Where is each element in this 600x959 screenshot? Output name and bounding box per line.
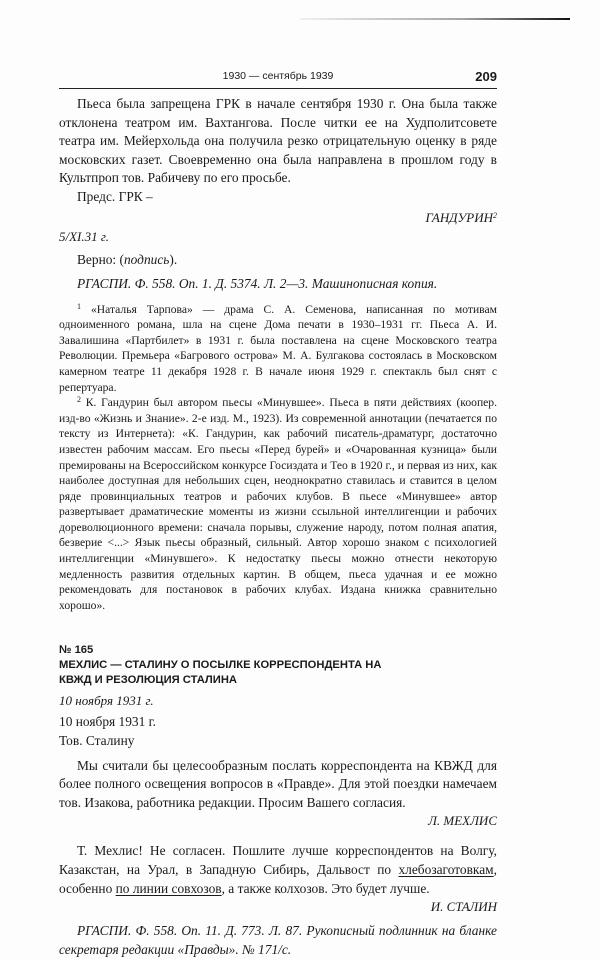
archive-reference: РГАСПИ. Ф. 558. Оп. 11. Д. 773. Л. 87. Рукописный подлинник на бланке секретаря редакции «Правды». № 171/с. <box>59 923 497 957</box>
footnote-mark: 1 <box>77 301 81 311</box>
archive-reference: РГАСПИ. Ф. 558. Оп. 1. Д. 5374. Л. 2—3. Машинописная копия. <box>77 276 438 292</box>
signature-gandurin <box>59 209 497 227</box>
footnote-ref: 2 <box>493 210 497 220</box>
letter-addressee: Тов. Сталину <box>59 733 135 749</box>
document-165-body <box>59 693 497 959</box>
signature-mekhlis: Л. МЕХЛИС <box>428 813 497 829</box>
footnote-2 <box>59 395 497 613</box>
letter-date: 10 ноября 1931 г. <box>59 714 156 730</box>
document-date-italic: 10 ноября 1931 г. <box>59 693 154 709</box>
footnote-1 <box>59 302 497 396</box>
chair-line: Предс. ГРК – <box>77 188 153 204</box>
underlined-text: хлебозаготовкам <box>398 862 494 877</box>
footnote-text: К. Гандурин был автором пьесы «Минувшее». Пьеса в пяти действиях (коопер. изд-во «Жизнь и Знание». 2-е изд. М., 1923). Из современной аннотации (печатается по тексту из Интернета): «К. Гандурин, как рабочий писатель-драматург, достаточно известен рабочим массам. Его пьесы «Перед бурей» и «Очарованная кузница» были премированы на Всероссийском конкурсе Госиздата и Тео в 1920 г., и первая из них, как наиболее доступная для небольших сцен, неоднократно ставилась и ставится в целом ряде провинциальных театров и рабочих клубов. В пьесе «Минувшее» автор развертывает драматические моменты из жизни ссыльной интеллигенции и рабочих дореволюционного времени: сначала порывы, служение народу, потом полная апатия, безверие <...> Язык пьесы образный, сильный. Автор хорошо знаком с психологией интеллигенции «Минувшего». К недостатку пьесы можно отнести некоторую медленность развития отдельных картин. В общем, пьеса удачная и ее можно рекомендовать для постановок в рабочих клубах. Издана книжка сравнительно хорошо». <box>59 396 497 612</box>
underlined-text: по линии совхозов <box>115 880 222 896</box>
resolution-text: , особенно <box>59 862 497 896</box>
document-title: МЕХЛИС — СТАЛИНУ О ПОСЫЛКЕ КОРРЕСПОНДЕНТА НА КВЖД И РЕЗОЛЮЦИЯ СТАЛИНА <box>59 659 382 687</box>
running-head <box>59 70 497 89</box>
verified-label: Верно: ( <box>77 251 124 267</box>
verified-line <box>59 251 497 270</box>
letter-text: Мы считали бы целесообразным послать корреспондента на КВЖД для более полного освещения вопросов в «Правде». Для этой поездки намечаем тов. Изакова, работника редакции. Просим Вашего согласия. <box>59 757 497 810</box>
stalin-resolution <box>59 842 497 898</box>
scan-artifact-line <box>300 18 570 20</box>
document-heading <box>59 643 497 688</box>
footnotes <box>59 302 497 614</box>
book-page <box>59 70 497 959</box>
running-head-title: 1930 — сентябрь 1939 <box>222 70 334 82</box>
footnote-mark: 2 <box>77 395 81 405</box>
previous-document-tail <box>59 95 497 294</box>
signature-text: ГАНДУРИН <box>425 209 493 225</box>
verified-end: ). <box>169 251 178 267</box>
resolution-text: , а также колхозов. Это будет лучше. <box>221 880 430 896</box>
page-number: 209 <box>475 69 497 84</box>
footnote-text: «Наталья Тарпова» — драма С. А. Семенова, написанная по мотивам одноименного романа, шла на сцене Дома печати в 1930–1931 гг. Пьеса А. И. Завалишина «Партбилет» в 1931 г. была поставлена на сцене Московского театра Революции. Премьера «Багрового острова» М. А. Булгакова состоялась в Московском камерном театре 11 декабря 1928 г. В начале июня 1929 г. спектакль был снят с репертуара. <box>59 302 497 394</box>
body-paragraph: Пьеса была запрещена ГРК в начале сентября 1930 г. Она была также отклонена театром им. Вахтангова. После читки ее на Худполитсовете театра им. Мейерхольда она получила резко отрицательную оценку в ряде московских газет. Своевременно она была направлена в прошлом году в Культпроп тов. Рабичеву по его просьбе. <box>59 96 497 186</box>
document-date: 5/XI.31 г. <box>59 228 110 244</box>
verified-signature: подпись <box>123 251 170 267</box>
signature-stalin: И. СТАЛИН <box>430 899 497 915</box>
resolution-text: Т. Мехлис! Не согласен. Пошлите лучше корреспондентов на Волгу, Казакстан, на Урал, в Западную Сибирь, Дальвост по <box>59 843 497 877</box>
document-number: № 165 <box>59 644 94 657</box>
